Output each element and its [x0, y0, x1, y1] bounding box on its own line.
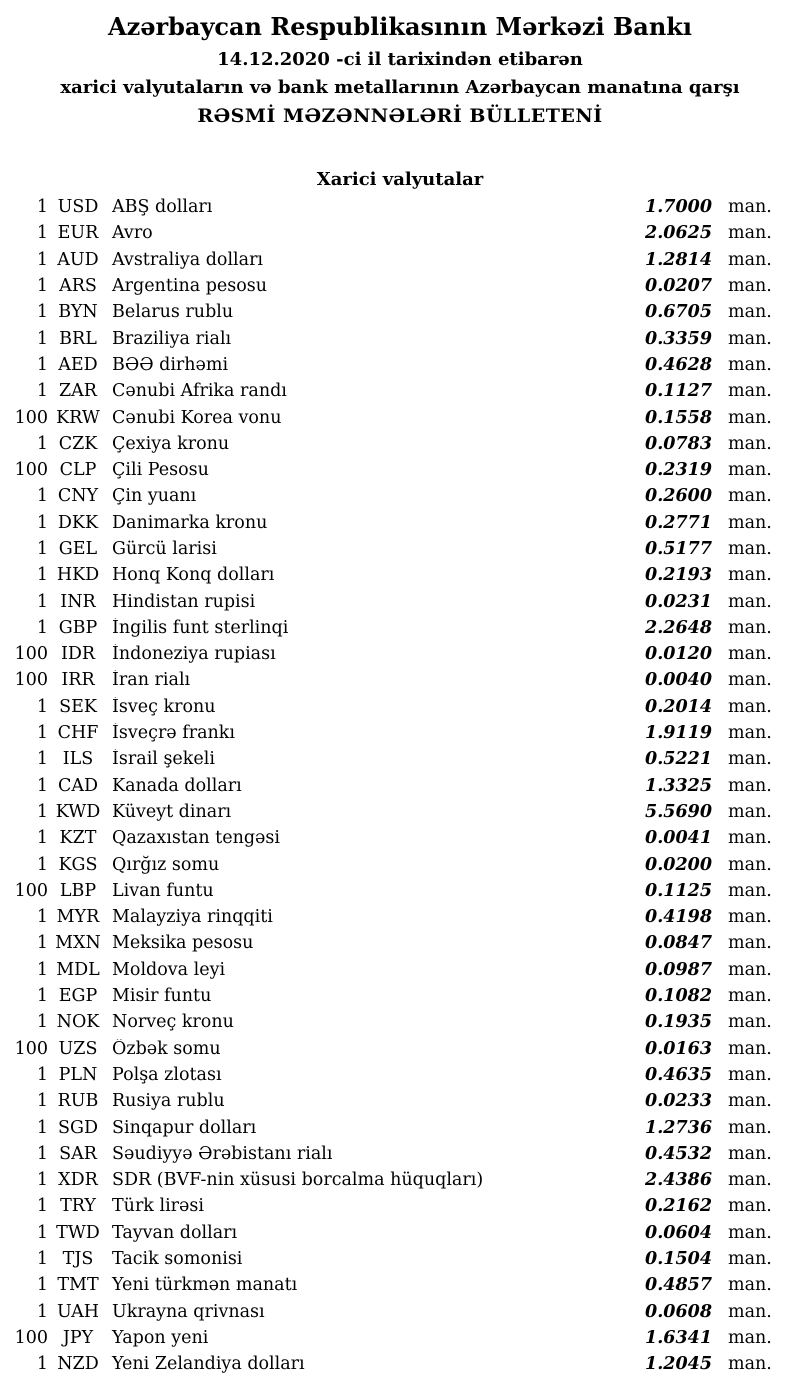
currency-name: Qazaxıstan tengəsi — [112, 828, 280, 849]
currency-code: UZS — [58, 1038, 98, 1059]
currency-name: Yeni Zelandiya dolları — [112, 1354, 305, 1375]
currency-name: Küveyt dinarı — [112, 801, 232, 822]
rate-unit-label: man. — [728, 749, 772, 770]
currency-code: CZK — [58, 433, 98, 454]
rate-value: 0.1127 — [645, 381, 712, 402]
currency-name: BƏƏ dirhəmi — [112, 354, 229, 375]
rate-unit-label: man. — [728, 302, 772, 323]
currency-name: Özbək somu — [112, 1038, 221, 1059]
currency-quantity: 100 — [14, 644, 48, 665]
rate-value: 0.0608 — [645, 1301, 712, 1322]
currency-quantity: 1 — [36, 328, 48, 349]
currency-code: AED — [58, 354, 98, 375]
rate-unit-label: man. — [728, 197, 772, 218]
currency-quantity: 100 — [14, 670, 48, 691]
currency-code: TRY — [60, 1196, 96, 1217]
rate-row — [0, 1141, 800, 1167]
rate-unit-label: man. — [728, 381, 772, 402]
rate-row — [0, 904, 800, 930]
rate-row — [0, 247, 800, 273]
currency-name: Braziliya rialı — [112, 328, 232, 349]
currency-code: MYR — [56, 907, 100, 928]
currency-code: AUD — [57, 249, 99, 270]
rate-unit-label: man. — [728, 880, 772, 901]
rate-row — [0, 878, 800, 904]
rate-unit-label: man. — [728, 460, 772, 481]
currency-quantity: 1 — [36, 1091, 48, 1112]
currency-name: Avstraliya dolları — [112, 249, 264, 270]
rate-value: 0.0987 — [645, 959, 712, 980]
currency-code: USD — [57, 197, 99, 218]
rate-row — [0, 1220, 800, 1246]
rate-value: 0.5177 — [645, 539, 712, 559]
currency-code: RUB — [57, 1091, 99, 1112]
currency-quantity: 1 — [36, 1222, 48, 1243]
currency-quantity: 1 — [36, 381, 48, 402]
currency-quantity: 1 — [36, 249, 48, 270]
rate-row — [0, 1167, 800, 1193]
rate-unit-label: man. — [728, 276, 772, 297]
currency-name: Rusiya rublu — [112, 1091, 225, 1112]
currency-quantity: 1 — [36, 749, 48, 770]
currency-quantity: 1 — [36, 223, 48, 244]
rate-value: 0.4857 — [645, 1275, 712, 1296]
currency-code: LBP — [59, 880, 97, 901]
rate-row — [0, 694, 800, 720]
rate-value: 0.0233 — [645, 1091, 712, 1112]
currency-quantity: 1 — [36, 354, 48, 375]
currency-name: İngilis funt sterlinqi — [112, 617, 289, 638]
rate-row — [0, 562, 800, 588]
currency-code: TMT — [57, 1275, 99, 1296]
currency-code: TJS — [62, 1249, 94, 1270]
rate-value: 1.2736 — [645, 1117, 712, 1138]
rate-value: 0.4532 — [645, 1143, 712, 1164]
rate-unit-label: man. — [728, 1249, 772, 1270]
currency-code: BRL — [59, 328, 97, 349]
currency-code: HKD — [56, 565, 100, 586]
rate-row — [0, 378, 800, 404]
rate-unit-label: man. — [728, 854, 772, 875]
rate-value: 0.0200 — [645, 854, 712, 875]
currency-code: INR — [60, 591, 96, 612]
currency-code: JPY — [62, 1327, 94, 1348]
currency-quantity: 1 — [36, 696, 48, 717]
bank-name-title: Azərbaycan Respublikasının Mərkəzi Bankı — [107, 12, 693, 41]
rate-unit-label: man. — [728, 1038, 772, 1059]
rate-unit-label: man. — [728, 775, 772, 796]
rate-row — [0, 1272, 800, 1298]
currency-quantity: 1 — [36, 1301, 48, 1322]
rate-unit-label: man. — [728, 433, 772, 454]
rate-unit-label: man. — [728, 1170, 772, 1191]
rate-value: 0.4628 — [645, 354, 712, 375]
currency-name: Hindistan rupisi — [112, 591, 256, 612]
rate-row — [0, 1088, 800, 1114]
rate-row — [0, 825, 800, 851]
rate-row — [0, 404, 800, 430]
currency-name: Gürcü larisi — [112, 539, 217, 559]
rate-row — [0, 588, 800, 614]
currency-code: EGP — [58, 986, 98, 1007]
document-header — [0, 0, 800, 130]
rate-value: 0.2319 — [645, 460, 712, 481]
currency-quantity: 1 — [36, 433, 48, 454]
currency-code: ARS — [59, 276, 97, 297]
rate-unit-label: man. — [728, 1117, 772, 1138]
currency-code: BYN — [58, 302, 98, 323]
currency-name: Moldova leyi — [112, 959, 226, 980]
rate-row — [0, 325, 800, 351]
currency-quantity: 1 — [36, 723, 48, 744]
rate-row — [0, 957, 800, 983]
rate-value: 0.0120 — [645, 644, 712, 665]
rate-row — [0, 352, 800, 378]
rate-unit-label: man. — [728, 486, 772, 507]
currency-name: Belarus rublu — [112, 302, 234, 323]
rate-unit-label: man. — [728, 696, 772, 717]
rate-row — [0, 483, 800, 509]
currency-name: Kanada dolları — [112, 775, 242, 796]
rate-value: 0.2600 — [645, 486, 712, 507]
rate-unit-label: man. — [728, 1091, 772, 1112]
currency-quantity: 1 — [36, 1170, 48, 1191]
currency-code: EUR — [57, 223, 99, 244]
rate-value: 0.0040 — [645, 670, 712, 691]
currency-name: Avro — [112, 223, 153, 244]
currency-quantity: 1 — [36, 617, 48, 638]
currency-code: MXN — [55, 933, 101, 954]
currency-name: İran rialı — [112, 670, 191, 691]
currency-quantity: 1 — [36, 302, 48, 323]
rate-row — [0, 1298, 800, 1324]
rate-row — [0, 194, 800, 220]
currency-quantity: 1 — [36, 539, 48, 559]
exchange-rates-table — [0, 194, 800, 1377]
currency-quantity: 1 — [36, 512, 48, 533]
rate-unit-label: man. — [728, 1327, 772, 1348]
currency-name: SDR (BVF-nin xüsusi borcalma hüquqları) — [112, 1170, 484, 1191]
currency-name: Meksika pesosu — [112, 933, 254, 954]
section-title-foreign-currencies: Xarici valyutalar — [316, 169, 484, 190]
rate-unit-label: man. — [728, 959, 772, 980]
rate-unit-label: man. — [728, 328, 772, 349]
rate-value: 0.1125 — [645, 880, 712, 901]
currency-name: Qırğız somu — [112, 854, 220, 875]
currency-quantity: 100 — [14, 1327, 48, 1348]
rate-value: 0.0604 — [645, 1222, 712, 1243]
rate-unit-label: man. — [728, 670, 772, 691]
currency-quantity: 100 — [14, 460, 48, 481]
rate-value: 0.0847 — [645, 933, 712, 954]
currency-code: GBP — [58, 617, 98, 638]
currency-name: Cənubi Afrika randı — [112, 381, 287, 402]
effective-date-line: 14.12.2020 -ci il tarixindən etibarən — [217, 49, 583, 70]
currency-code: CLP — [59, 460, 97, 481]
currency-quantity: 1 — [36, 1143, 48, 1164]
currency-code: PLN — [58, 1064, 98, 1085]
rate-unit-label: man. — [728, 801, 772, 822]
currency-quantity: 1 — [36, 907, 48, 928]
rate-row — [0, 273, 800, 299]
currency-code: ILS — [62, 749, 94, 770]
rate-value: 0.0231 — [645, 591, 712, 612]
rate-unit-label: man. — [728, 565, 772, 586]
currency-name: Cənubi Korea vonu — [112, 407, 282, 428]
currency-code: XDR — [58, 1170, 98, 1191]
rate-row — [0, 641, 800, 667]
currency-code: MDL — [56, 959, 100, 980]
rate-unit-label: man. — [728, 591, 772, 612]
rate-row — [0, 220, 800, 246]
rate-row — [0, 1036, 800, 1062]
currency-code: DKK — [57, 512, 99, 533]
currency-quantity: 1 — [36, 1064, 48, 1085]
currency-name: Misir funtu — [112, 986, 212, 1007]
currency-code: SEK — [59, 696, 97, 717]
rate-value: 0.1558 — [645, 407, 712, 428]
subject-line: xarici valyutaların və bank metallarının Azərbaycan manatına qarşı — [60, 77, 740, 98]
currency-name: ABŞ dolları — [112, 197, 213, 218]
currency-quantity: 1 — [36, 933, 48, 954]
currency-name: İsveçrə frankı — [112, 723, 235, 744]
rate-value: 0.0041 — [645, 828, 712, 849]
rate-value: 0.6705 — [645, 302, 712, 323]
currency-name: Polşa zlotası — [112, 1064, 222, 1085]
rate-value: 2.4386 — [645, 1170, 712, 1191]
rate-row — [0, 1114, 800, 1140]
rate-row — [0, 615, 800, 641]
rate-value: 0.2771 — [645, 512, 712, 533]
currency-code: UAH — [56, 1301, 100, 1322]
currency-name: Ukrayna qrivnası — [112, 1301, 265, 1322]
rate-unit-label: man. — [728, 407, 772, 428]
rate-row — [0, 536, 800, 562]
rate-unit-label: man. — [728, 1222, 772, 1243]
rate-unit-label: man. — [728, 1354, 772, 1375]
currency-quantity: 1 — [36, 486, 48, 507]
currency-quantity: 1 — [36, 775, 48, 796]
currency-name: Tacik somonisi — [112, 1249, 243, 1270]
rate-value: 5.5690 — [645, 801, 712, 822]
rate-row — [0, 1193, 800, 1219]
rate-unit-label: man. — [728, 249, 772, 270]
rate-row — [0, 930, 800, 956]
rate-row — [0, 851, 800, 877]
currency-quantity: 1 — [36, 1249, 48, 1270]
rate-value: 0.0783 — [645, 433, 712, 454]
rate-row — [0, 667, 800, 693]
rate-unit-label: man. — [728, 1301, 772, 1322]
rate-row — [0, 1351, 800, 1377]
rate-value: 0.2162 — [645, 1196, 712, 1217]
currency-name: Çili Pesosu — [112, 460, 209, 481]
currency-code: KRW — [56, 407, 100, 428]
rate-row — [0, 299, 800, 325]
currency-code: ZAR — [59, 381, 97, 402]
rate-value: 0.2193 — [645, 565, 712, 586]
rate-row — [0, 1009, 800, 1035]
currency-quantity: 1 — [36, 1012, 48, 1033]
rate-value: 0.4198 — [645, 907, 712, 928]
currency-quantity: 1 — [36, 276, 48, 297]
rate-row — [0, 1325, 800, 1351]
currency-code: CHF — [57, 723, 99, 744]
rate-value: 1.2045 — [645, 1354, 712, 1375]
currency-quantity: 1 — [36, 565, 48, 586]
rate-row — [0, 431, 800, 457]
currency-code: GEL — [58, 539, 98, 559]
rate-unit-label: man. — [728, 986, 772, 1007]
rate-row — [0, 720, 800, 746]
bulletin-title: RƏSMİ MƏZƏNNƏLƏRİ BÜLLETENİ — [197, 105, 603, 127]
currency-name: Yeni türkmən manatı — [112, 1275, 298, 1296]
rate-value: 1.3325 — [645, 775, 712, 796]
currency-name: İndoneziya rupiası — [112, 644, 276, 665]
rate-value: 0.0163 — [645, 1038, 712, 1059]
currency-name: Sinqapur dolları — [112, 1117, 257, 1138]
currency-code: CNY — [57, 486, 99, 507]
currency-name: Türk lirəsi — [112, 1196, 204, 1217]
rate-row — [0, 799, 800, 825]
currency-quantity: 1 — [36, 854, 48, 875]
currency-quantity: 100 — [14, 407, 48, 428]
rate-unit-label: man. — [728, 644, 772, 665]
rate-unit-label: man. — [728, 539, 772, 559]
currency-quantity: 1 — [36, 828, 48, 849]
currency-quantity: 1 — [36, 959, 48, 980]
rate-unit-label: man. — [728, 1275, 772, 1296]
currency-code: IDR — [60, 644, 96, 665]
currency-name: Səudiyyə Ərəbistanı rialı — [112, 1143, 333, 1164]
rate-unit-label: man. — [728, 617, 772, 638]
currency-quantity: 1 — [36, 801, 48, 822]
currency-quantity: 1 — [36, 197, 48, 218]
rate-unit-label: man. — [728, 1064, 772, 1085]
currency-code: KZT — [59, 828, 97, 849]
currency-name: İsrail şekeli — [112, 749, 215, 770]
currency-name: Çexiya kronu — [112, 433, 230, 454]
rate-unit-label: man. — [728, 828, 772, 849]
currency-quantity: 1 — [36, 591, 48, 612]
rate-unit-label: man. — [728, 907, 772, 928]
rate-value: 1.7000 — [645, 197, 712, 218]
rate-unit-label: man. — [728, 223, 772, 244]
rate-value: 0.1504 — [645, 1249, 712, 1270]
rate-row — [0, 746, 800, 772]
rate-value: 0.5221 — [645, 749, 712, 770]
rate-value: 0.3359 — [645, 328, 712, 349]
currency-code: NOK — [56, 1012, 100, 1033]
rate-unit-label: man. — [728, 933, 772, 954]
rate-value: 2.0625 — [645, 223, 712, 244]
currency-name: Yapon yeni — [112, 1327, 209, 1348]
currency-name: Norveç kronu — [112, 1012, 234, 1033]
currency-name: Tayvan dolları — [112, 1222, 238, 1243]
rate-row — [0, 510, 800, 536]
rate-unit-label: man. — [728, 1143, 772, 1164]
currency-name: Çin yuanı — [112, 486, 197, 507]
currency-quantity: 1 — [36, 986, 48, 1007]
currency-quantity: 1 — [36, 1354, 48, 1375]
currency-name: Livan funtu — [112, 880, 214, 901]
rate-value: 1.9119 — [645, 723, 712, 744]
currency-code: CAD — [57, 775, 99, 796]
currency-quantity: 1 — [36, 1275, 48, 1296]
rate-unit-label: man. — [728, 1012, 772, 1033]
currency-name: Danimarka kronu — [112, 512, 268, 533]
rate-value: 0.1082 — [645, 986, 712, 1007]
rate-row — [0, 1246, 800, 1272]
currency-name: Honq Konq dolları — [112, 565, 275, 586]
currency-code: NZD — [57, 1354, 99, 1375]
rate-value: 0.1935 — [645, 1012, 712, 1033]
currency-quantity: 1 — [36, 1117, 48, 1138]
rate-value: 1.2814 — [645, 249, 712, 270]
currency-name: Malayziya rinqqiti — [112, 907, 273, 928]
currency-quantity: 1 — [36, 1196, 48, 1217]
rate-value: 0.0207 — [645, 276, 712, 297]
currency-quantity: 100 — [14, 1038, 48, 1059]
rate-row — [0, 1062, 800, 1088]
currency-code: SAR — [59, 1143, 97, 1164]
currency-quantity: 100 — [14, 880, 48, 901]
currency-code: SGD — [58, 1117, 98, 1138]
rate-row — [0, 983, 800, 1009]
currency-code: TWD — [56, 1222, 100, 1243]
rate-unit-label: man. — [728, 512, 772, 533]
rate-value: 1.6341 — [645, 1327, 712, 1348]
rate-value: 0.2014 — [645, 696, 712, 717]
currency-code: IRR — [61, 670, 95, 691]
rate-row — [0, 773, 800, 799]
rate-value: 2.2648 — [645, 617, 712, 638]
currency-code: KWD — [55, 801, 101, 822]
rate-row — [0, 457, 800, 483]
rate-unit-label: man. — [728, 723, 772, 744]
rate-value: 0.4635 — [645, 1064, 712, 1085]
currency-name: İsveç kronu — [112, 696, 216, 717]
rate-unit-label: man. — [728, 354, 772, 375]
currency-code: KGS — [58, 854, 98, 875]
currency-name: Argentina pesosu — [112, 276, 268, 297]
rate-unit-label: man. — [728, 1196, 772, 1217]
